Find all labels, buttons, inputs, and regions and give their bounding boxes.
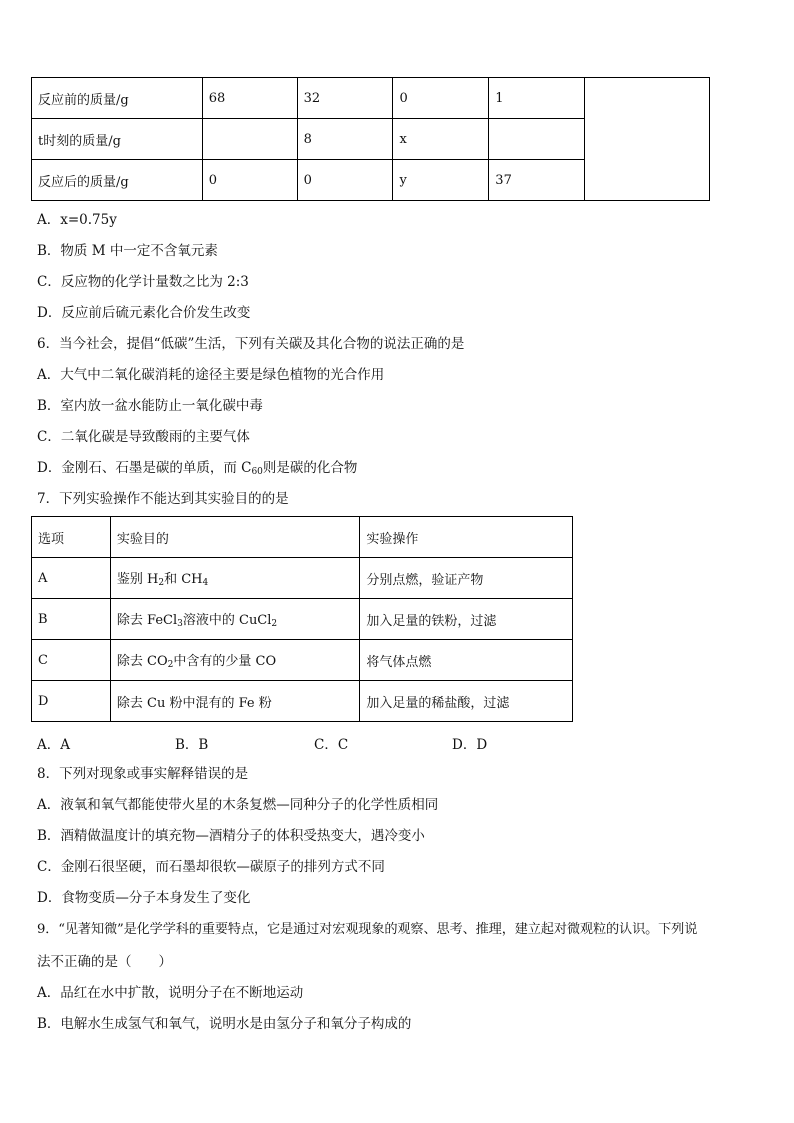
table-header-row xyxy=(32,517,573,558)
header-purpose: 实验目的 xyxy=(110,517,360,558)
q5-option-b: B．物质 M 中一定不含氧元素 xyxy=(37,243,218,259)
table-row xyxy=(32,558,573,599)
q7-option-c: C．C xyxy=(314,737,349,753)
table-cell: 8 xyxy=(297,119,393,160)
q6-option-d: D．金刚石、石墨是碳的单质，而 $C_{60}$则是碳的化合物 xyxy=(37,460,358,477)
mass-data-table xyxy=(31,77,710,201)
q5-option-a: A．x=0.75y xyxy=(37,212,117,228)
table-cell: 0 xyxy=(393,78,489,119)
q8-option-b: B．酒精做温度计的填充物—酒精分子的体积受热变大，遇冷变小 xyxy=(37,828,425,844)
q6-option-c: C．二氧化碳是导致酸雨的主要气体 xyxy=(37,429,250,445)
table-cell: 0 xyxy=(297,160,393,201)
q8-option-c: C．金刚石很坚硬，而石墨却很软—碳原子的排列方式不同 xyxy=(37,859,385,875)
table-row xyxy=(32,640,573,681)
table-cell xyxy=(202,119,297,160)
operation-cell: 将气体点燃 xyxy=(360,640,573,681)
q7-options xyxy=(37,733,557,753)
q6-option-b: B．室内放一盆水能防止一氧化碳中毒 xyxy=(37,398,263,414)
table-cell: 0 xyxy=(202,160,297,201)
table-row xyxy=(32,599,573,640)
table-cell: y xyxy=(393,160,489,201)
option-cell: D xyxy=(32,681,111,722)
table-cell: x xyxy=(393,119,489,160)
q7-option-b: B．B xyxy=(175,737,209,753)
table-cell: 37 xyxy=(489,160,585,201)
purpose-cell: 除去 $CO_2$中含有的少量 CO xyxy=(110,640,360,681)
option-cell: C xyxy=(32,640,111,681)
q6-option-a: A．大气中二氧化碳消耗的途径主要是绿色植物的光合作用 xyxy=(37,367,385,383)
q9-option-a: A．品红在水中扩散，说明分子在不断地运动 xyxy=(37,985,304,1001)
option-cell: A xyxy=(32,558,111,599)
q8-option-a: A．液氧和氧气都能使带火星的木条复燃—同种分子的化学性质相同 xyxy=(37,797,439,813)
q9-stem-line2: 法不正确的是（ ） xyxy=(37,954,172,970)
purpose-cell: 除去 FeCl$_3$溶液中的 CuCl$_2$ xyxy=(110,599,360,640)
option-cell: B xyxy=(32,599,111,640)
experiment-table xyxy=(31,516,573,722)
header-operation: 实验操作 xyxy=(360,517,573,558)
table-cell: 1 xyxy=(489,78,585,119)
header-option: 选项 xyxy=(32,517,111,558)
row-label: 反应前的质量/g xyxy=(32,78,203,119)
table-cell: 32 xyxy=(297,78,393,119)
table-cell-merged xyxy=(585,78,710,201)
q7-option-d: D．D xyxy=(452,737,488,753)
row-label: 反应后的质量/g xyxy=(32,160,203,201)
q6-stem: 6．当今社会，提倡“低碳”生活，下列有关碳及其化合物的说法正确的是 xyxy=(37,336,465,352)
operation-cell: 加入足量的稀盐酸，过滤 xyxy=(360,681,573,722)
purpose-cell: 除去 Cu 粉中混有的 Fe 粉 xyxy=(110,681,360,722)
q7-option-a: A．A xyxy=(37,737,70,753)
q9-stem-line1: 9．“见著知微”是化学学科的重要特点，它是通过对宏观现象的观察、思考、推理，建立起对微观粒的认识。下列说 xyxy=(37,922,698,937)
q8-stem: 8．下列对现象或事实解释错误的是 xyxy=(37,766,249,782)
q9-option-b: B．电解水生成氢气和氧气，说明水是由氢分子和氧分子构成的 xyxy=(37,1016,412,1032)
q5-option-d: D．反应前后硫元素化合价发生改变 xyxy=(37,305,251,321)
row-label: t时刻的质量/g xyxy=(32,119,203,160)
table-row xyxy=(32,681,573,722)
operation-cell: 加入足量的铁粉，过滤 xyxy=(360,599,573,640)
q8-option-d: D．食物变质—分子本身发生了变化 xyxy=(37,890,251,906)
table-cell: 68 xyxy=(202,78,297,119)
purpose-cell: 鉴别 $H_2$和 $CH_4$ xyxy=(110,558,360,599)
q7-stem: 7．下列实验操作不能达到其实验目的的是 xyxy=(37,491,289,507)
q5-option-c: C．反应物的化学计量数之比为 2:3 xyxy=(37,274,249,290)
table-row xyxy=(32,78,710,119)
table-cell xyxy=(489,119,585,160)
operation-cell: 分别点燃，验证产物 xyxy=(360,558,573,599)
